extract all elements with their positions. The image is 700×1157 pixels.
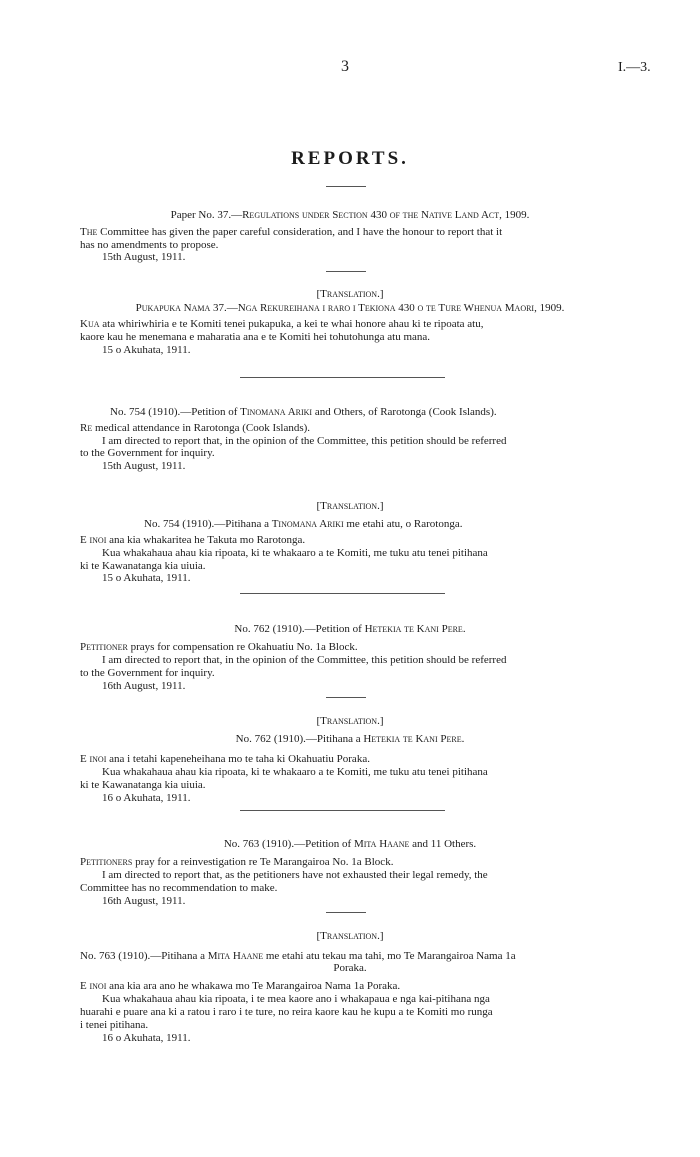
section-2-date: 15th August, 1911. — [102, 460, 186, 472]
section-divider — [240, 810, 445, 811]
document-reference: I.—3. — [618, 60, 651, 75]
short-rule — [326, 697, 366, 698]
translation-2-line-2: Kua whakahaua ahau kia ripoata, ki te whakaaro a te Komiti, me tuku atu tenei pitihana — [102, 547, 488, 559]
section-divider — [240, 593, 445, 594]
translation-3-heading: No. 762 (1910).—Pitihana a Hetekia te Kani Pere. — [235, 733, 465, 745]
section-4-date: 16th August, 1911. — [102, 895, 186, 907]
section-2-line-2: I am directed to report that, in the opinion of the Committee, this petition should be referred — [102, 435, 507, 447]
translation-4-line-2: Kua whakahaua ahau kia ripoata, i te mea kaore ano i whakapaua e nga kai-pitihana nga — [102, 993, 490, 1005]
section-2-line-1: Re medical attendance in Rarotonga (Cook Islands). — [80, 422, 311, 434]
translation-1-heading: Pukapuka Nama 37.—Nga Rekureihana i raro i Tekiona 430 o te Ture Whenua Maori, 1909. — [135, 302, 565, 314]
section-3-heading: No. 762 (1910).—Petition of Hetekia te Kani Pere. — [234, 623, 466, 635]
section-1-date: 15th August, 1911. — [102, 251, 186, 263]
translation-1-date: 15 o Akuhata, 1911. — [102, 344, 191, 356]
translation-2-line-3: ki te Kawanatanga kia uiuia. — [80, 560, 206, 572]
translation-4-line-1: E inoi ana kia ara ano he whakawa mo Te Marangairoa Nama 1a Poraka. — [80, 980, 401, 992]
page-number: 3 — [341, 58, 349, 75]
section-4-line-1: Petitioners pray for a reinvestigation re Te Marangairoa No. 1a Block. — [80, 856, 394, 868]
title-rule — [326, 186, 366, 187]
section-4-line-2: I am directed to report that, as the petitioners have not exhausted their legal remedy, the — [102, 869, 488, 881]
translation-3-line-3: ki te Kawanatanga kia uiuia. — [80, 779, 206, 791]
translation-4-line-4: i tenei pitihana. — [80, 1019, 149, 1031]
translation-2-line-1: E inoi ana kia whakaritea he Takuta mo Rarotonga. — [80, 534, 306, 546]
translation-4-date: 16 o Akuhata, 1911. — [102, 1032, 191, 1044]
section-3-line-3: to the Government for inquiry. — [80, 667, 215, 679]
translation-4-line-3: huarahi e puare ana ki a ratou i raro i te ture, no reira kaore kau he kupu a te Komiti mo runga — [80, 1006, 493, 1018]
translation-2-date: 15 o Akuhata, 1911. — [102, 572, 191, 584]
translation-3-date: 16 o Akuhata, 1911. — [102, 792, 191, 804]
translation-3-line-2: Kua whakahaua ahau kia ripoata, ki te whakaaro a te Komiti, me tuku atu tenei pitihana — [102, 766, 488, 778]
section-2-heading: No. 754 (1910).—Petition of Tinomana Ariki and Others, of Rarotonga (Cook Islands). — [110, 406, 497, 418]
translation-3-line-1: E inoi ana i tetahi kapeneheihana mo te taha ki Okahuatiu Poraka. — [80, 753, 370, 765]
translation-3-label: [Translation.] — [316, 715, 384, 727]
section-3-line-2: I am directed to report that, in the opinion of the Committee, this petition should be referred — [102, 654, 507, 666]
short-rule — [326, 912, 366, 913]
section-1-line-2: has no amendments to propose. — [80, 239, 219, 251]
translation-1-line-2: kaore kau he menemana e maharatia ana e te Komiti hei tohutohunga atu mana. — [80, 331, 431, 343]
section-2-line-3: to the Government for inquiry. — [80, 447, 215, 459]
page-title: REPORTS. — [291, 148, 409, 169]
translation-1-label: [Translation.] — [316, 288, 384, 300]
short-rule — [326, 271, 366, 272]
section-divider — [240, 377, 445, 378]
section-1-line-1: The Committee has given the paper careful consideration, and I have the honour to report that it — [80, 226, 503, 238]
translation-4-label: [Translation.] — [316, 930, 384, 942]
section-4-heading: No. 763 (1910).—Petition of Mita Haane and 11 Others. — [223, 838, 477, 850]
section-4-line-3: Committee has no recommendation to make. — [80, 882, 278, 894]
translation-4-heading: No. 763 (1910).—Pitihana a Mita Haane me etahi atu tekau ma tahi, mo Te Marangairoa Nama 1a — [80, 950, 516, 962]
translation-2-heading: No. 754 (1910).—Pitihana a Tinomana Ariki me etahi atu, o Rarotonga. — [144, 518, 463, 530]
translation-1-line-1: Kua ata whiriwhiria e te Komiti tenei pukapuka, a kei te whai honore ahau ki te ripoata atu, — [80, 318, 484, 330]
translation-2-label: [Translation.] — [316, 500, 384, 512]
translation-4-heading-cont: Poraka. — [333, 962, 367, 974]
section-3-date: 16th August, 1911. — [102, 680, 186, 692]
section-3-line-1: Petitioner prays for compensation re Okahuatiu No. 1a Block. — [80, 641, 358, 653]
section-1-heading: Paper No. 37.—Regulations under Section 430 of the Native Land Act, 1909. — [170, 209, 530, 221]
